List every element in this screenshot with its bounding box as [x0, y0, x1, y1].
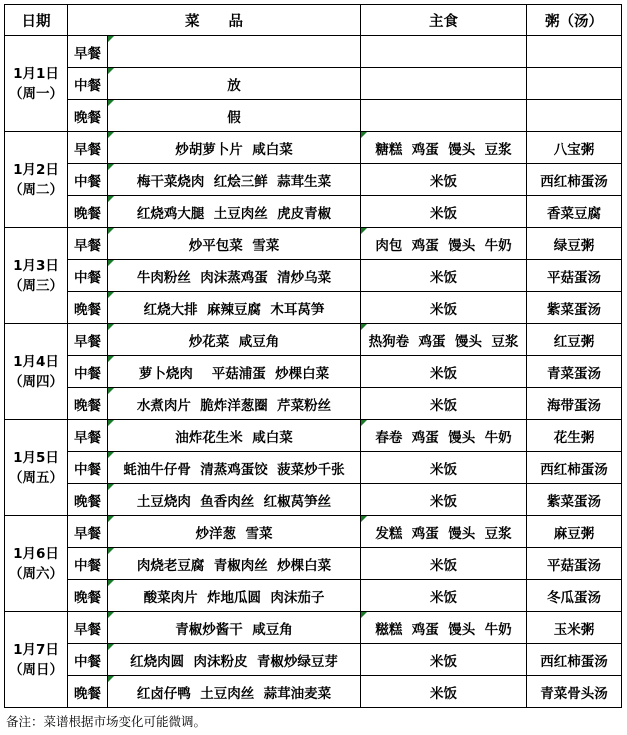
table-row [5, 516, 622, 548]
staple-cell: 米饭 [361, 388, 527, 420]
header-soup: 粥（汤） [527, 5, 622, 36]
soup-cell: 麻豆粥 [527, 516, 622, 548]
table-row [5, 388, 622, 420]
soup-cell: 八宝粥 [527, 132, 622, 164]
soup-cell: 平菇蛋汤 [527, 260, 622, 292]
meal-label: 晚餐 [68, 484, 108, 516]
date-cell [5, 420, 68, 516]
soup-cell: 紫菜蛋汤 [527, 292, 622, 324]
dishes-cell: 红卤仔鸭 土豆肉丝 蒜茸油麦菜 [108, 676, 361, 708]
meal-label: 中餐 [68, 356, 108, 388]
table-row [5, 132, 622, 164]
weekday-label: （周六） [9, 565, 63, 582]
weekday-label: （周日） [9, 661, 63, 678]
dishes-cell: 青椒炒酱干 咸豆角 [108, 612, 361, 644]
dishes-cell: 萝卜烧肉 平菇浦蛋 炒棵白菜 [108, 356, 361, 388]
staple-cell: 米饭 [361, 548, 527, 580]
table-row [5, 676, 622, 708]
soup-cell: 西红柿蛋汤 [527, 644, 622, 676]
dishes-cell: 假 [108, 100, 361, 132]
meal-label: 中餐 [68, 68, 108, 100]
soup-cell [527, 68, 622, 100]
soup-cell: 紫菜蛋汤 [527, 484, 622, 516]
soup-cell: 花生粥 [527, 420, 622, 452]
header-date: 日期 [5, 5, 68, 36]
soup-cell [527, 100, 622, 132]
footnote: 备注：菜谱根据市场变化可能微调。 [6, 714, 207, 729]
staple-cell: 热狗卷 鸡蛋 馒头 豆浆 [361, 324, 527, 356]
meal-label: 晚餐 [68, 292, 108, 324]
meal-label: 中餐 [68, 164, 108, 196]
date-label: 1月2日 [13, 161, 59, 178]
date-cell [5, 516, 68, 612]
weekly-menu-table [4, 4, 622, 708]
staple-cell: 米饭 [361, 356, 527, 388]
staple-cell: 米饭 [361, 580, 527, 612]
soup-cell: 海带蛋汤 [527, 388, 622, 420]
staple-cell: 米饭 [361, 260, 527, 292]
date-label: 1月3日 [13, 257, 59, 274]
dishes-cell: 蚝油牛仔骨 清蒸鸡蛋饺 菠菜炒千张 [108, 452, 361, 484]
soup-cell: 绿豆粥 [527, 228, 622, 260]
soup-cell: 西红柿蛋汤 [527, 452, 622, 484]
dishes-cell: 炒洋葱 雪菜 [108, 516, 361, 548]
staple-cell: 米饭 [361, 676, 527, 708]
header-row [5, 5, 622, 36]
date-cell [5, 36, 68, 132]
meal-label: 中餐 [68, 452, 108, 484]
meal-label: 晚餐 [68, 580, 108, 612]
dishes-cell: 酸菜肉片 炸地瓜圆 肉沫茄子 [108, 580, 361, 612]
table-row [5, 68, 622, 100]
weekday-label: （周五） [9, 469, 63, 486]
date-cell [5, 324, 68, 420]
dishes-cell: 土豆烧肉 鱼香肉丝 红椒莴笋丝 [108, 484, 361, 516]
dishes-cell: 牛肉粉丝 肉沫蒸鸡蛋 清炒乌菜 [108, 260, 361, 292]
table-row [5, 580, 622, 612]
staple-cell: 米饭 [361, 196, 527, 228]
dishes-cell: 油炸花生米 咸白菜 [108, 420, 361, 452]
table-row [5, 324, 622, 356]
table-row [5, 356, 622, 388]
meal-label: 晚餐 [68, 388, 108, 420]
meal-label: 早餐 [68, 420, 108, 452]
table-row [5, 36, 622, 68]
table-row [5, 164, 622, 196]
meal-label: 早餐 [68, 612, 108, 644]
dishes-cell: 炒花菜 咸豆角 [108, 324, 361, 356]
staple-cell: 米饭 [361, 292, 527, 324]
staple-cell: 米饭 [361, 644, 527, 676]
meal-label: 中餐 [68, 548, 108, 580]
staple-cell: 米饭 [361, 484, 527, 516]
soup-cell: 香菜豆腐 [527, 196, 622, 228]
table-row [5, 100, 622, 132]
staple-cell [361, 68, 527, 100]
meal-label: 早餐 [68, 324, 108, 356]
soup-cell: 红豆粥 [527, 324, 622, 356]
dishes-cell: 放 [108, 68, 361, 100]
weekday-label: （周四） [9, 373, 63, 390]
staple-cell: 肉包 鸡蛋 馒头 牛奶 [361, 228, 527, 260]
dishes-cell [108, 36, 361, 68]
table-row [5, 260, 622, 292]
staple-cell: 米饭 [361, 452, 527, 484]
table-row [5, 612, 622, 644]
weekday-label: （周三） [9, 277, 63, 294]
date-label: 1月5日 [13, 449, 59, 466]
table-row [5, 548, 622, 580]
table-row [5, 420, 622, 452]
staple-cell [361, 36, 527, 68]
staple-cell: 糍糕 鸡蛋 馒头 牛奶 [361, 612, 527, 644]
dishes-cell: 炒胡萝卜片 咸白菜 [108, 132, 361, 164]
meal-label: 早餐 [68, 228, 108, 260]
date-label: 1月6日 [13, 545, 59, 562]
dishes-cell: 水煮肉片 脆炸洋葱圈 芹菜粉丝 [108, 388, 361, 420]
header-staple: 主食 [361, 5, 527, 36]
meal-label: 早餐 [68, 132, 108, 164]
meal-label: 早餐 [68, 516, 108, 548]
staple-cell: 糖糕 鸡蛋 馒头 豆浆 [361, 132, 527, 164]
weekday-label: （周二） [9, 181, 63, 198]
date-label: 1月7日 [13, 641, 59, 658]
table-row [5, 484, 622, 516]
soup-cell: 青菜蛋汤 [527, 356, 622, 388]
staple-cell: 米饭 [361, 164, 527, 196]
soup-cell: 青菜骨头汤 [527, 676, 622, 708]
dishes-cell: 梅干菜烧肉 红烩三鲜 蒜茸生菜 [108, 164, 361, 196]
date-label: 1月1日 [13, 65, 59, 82]
table-row [5, 292, 622, 324]
table-row [5, 196, 622, 228]
meal-label: 晚餐 [68, 196, 108, 228]
meal-label: 早餐 [68, 36, 108, 68]
soup-cell: 西红柿蛋汤 [527, 164, 622, 196]
soup-cell: 平菇蛋汤 [527, 548, 622, 580]
weekday-label: （周一） [9, 85, 63, 102]
staple-cell: 春卷 鸡蛋 馒头 牛奶 [361, 420, 527, 452]
table-row [5, 452, 622, 484]
dishes-cell: 肉烧老豆腐 青椒肉丝 炒棵白菜 [108, 548, 361, 580]
table-row [5, 228, 622, 260]
meal-label: 中餐 [68, 260, 108, 292]
soup-cell [527, 36, 622, 68]
staple-cell: 发糕 鸡蛋 馒头 豆浆 [361, 516, 527, 548]
staple-cell [361, 100, 527, 132]
meal-label: 中餐 [68, 644, 108, 676]
date-cell [5, 228, 68, 324]
dishes-cell: 红烧大排 麻辣豆腐 木耳莴笋 [108, 292, 361, 324]
soup-cell: 玉米粥 [527, 612, 622, 644]
header-dishes: 菜 品 [68, 5, 361, 36]
meal-label: 晚餐 [68, 100, 108, 132]
meal-label: 晚餐 [68, 676, 108, 708]
date-label: 1月4日 [13, 353, 59, 370]
soup-cell: 冬瓜蛋汤 [527, 580, 622, 612]
date-cell [5, 612, 68, 708]
date-cell [5, 132, 68, 228]
dishes-cell: 红烧鸡大腿 土豆肉丝 虎皮青椒 [108, 196, 361, 228]
dishes-cell: 红烧肉圆 肉沫粉皮 青椒炒绿豆芽 [108, 644, 361, 676]
dishes-cell: 炒平包菜 雪菜 [108, 228, 361, 260]
table-row [5, 644, 622, 676]
